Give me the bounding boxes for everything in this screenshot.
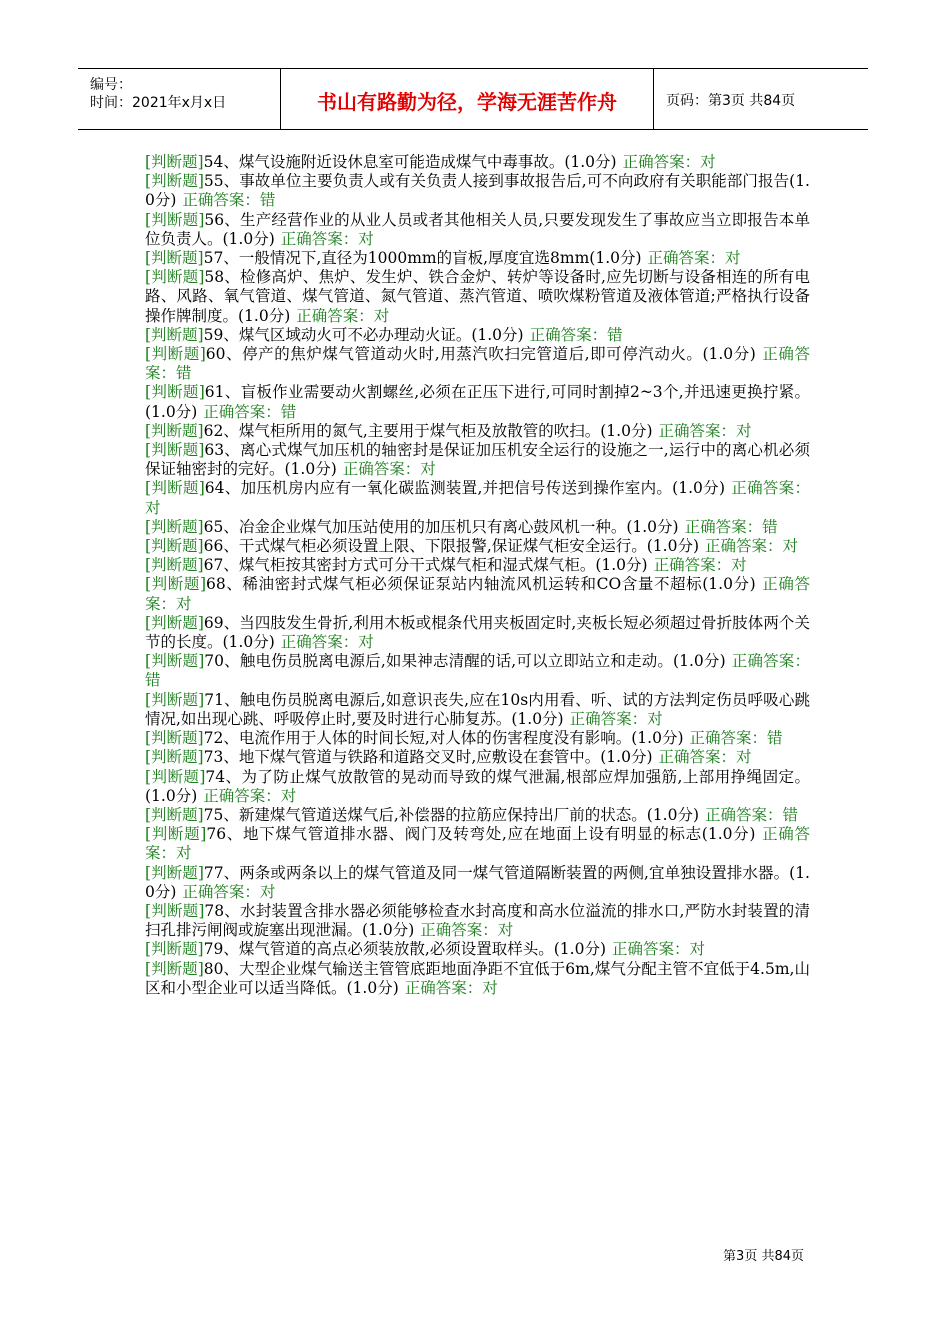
question-text: 74、为了防止煤气放散管的晃动而导致的煤气泄漏,根部应焊加强筋,上部用挣绳固定。(1.0分) <box>145 767 810 805</box>
question-answer: 正确答案：错 <box>203 402 297 421</box>
question-answer: 正确答案：对 <box>280 229 374 248</box>
question-type-tag: [判断题] <box>145 690 205 709</box>
question-text: 60、停产的焦炉煤气管道动火时,用蒸汽吹扫完管道后,即可停汽动火。(1.0分) <box>205 345 756 364</box>
header-slogan-cell <box>281 69 654 129</box>
question-text: 62、煤气柜所用的氮气,主要用于煤气柜及放散管的吹扫。(1.0分) <box>203 421 653 440</box>
question-item <box>145 806 810 825</box>
question-item <box>145 268 810 326</box>
question-text: 66、干式煤气柜必须设置上限、下限报警,保证煤气柜安全运行。(1.0分) <box>203 537 700 556</box>
question-item <box>145 960 810 998</box>
question-item <box>145 249 810 268</box>
question-text: 68、稀油密封式煤气柜必须保证泵站内轴流风机运转和CO含量不超标(1.0分) <box>206 575 756 594</box>
question-item <box>145 864 810 902</box>
question-type-tag: [判断题] <box>145 767 206 786</box>
question-type-tag: [判断题] <box>145 441 205 460</box>
question-type-tag: [判断题] <box>145 421 204 440</box>
question-text: 79、煤气管道的高点必须装放散,必须设置取样头。(1.0分) <box>203 940 607 959</box>
question-type-tag: [判断题] <box>145 383 205 402</box>
question-answer: 正确答案：对 <box>420 921 514 940</box>
question-item <box>145 211 810 249</box>
time-label: 时间：2021年x月x日 <box>90 95 227 111</box>
question-text: 76、地下煤气管道排水器、阀门及转弯处,应在地面上设有明显的标志(1.0分) <box>206 825 756 844</box>
question-item <box>145 345 810 383</box>
question-item <box>145 691 810 729</box>
question-text: 69、当四肢发生骨折,利用木板或棍条代用夹板固定时,夹板长短必须超过骨折肢体两个关节的长度。(1.0分) <box>145 613 810 652</box>
question-answer: 正确答案：对 <box>653 556 747 575</box>
page-footer: 第3页 共84页 <box>723 1249 804 1264</box>
question-type-tag: [判断题] <box>145 172 204 191</box>
question-text: 55、事故单位主要负责人或有关负责人接到事故报告后,可不向政府有关职能部门报告(1.0分) <box>145 172 810 210</box>
question-text: 65、冶金企业煤气加压站使用的加压机只有离心鼓风机一种。(1.0分) <box>203 517 679 536</box>
question-type-tag: [判断题] <box>145 249 204 268</box>
question-answer: 正确答案：对 <box>658 421 752 440</box>
question-type-tag: [判断题] <box>145 210 205 229</box>
question-answer: 正确答案：错 <box>145 652 810 690</box>
question-text: 78、水封装置含排水器必须能够检查水封高度和高水位溢流的排水口,严防水封装置的清扫孔排污闸阀或旋塞出现泄漏。(1.0分) <box>145 901 810 940</box>
question-answer: 正确答案：对 <box>622 153 716 171</box>
question-text: 58、检修高炉、焦炉、发生炉、铁合金炉、转炉等设备时,应先切断与设备相连的所有电路、风路、氧气管道、煤气管道、氮气管道、蒸汽管道、喷吹煤粉管道及液体管道;严格执行设备操作牌制度。(1.0分) <box>145 268 810 325</box>
question-text: 56、生产经营作业的从业人员或者其他相关人员,只要发现发生了事故应当立即报告本单位负责人。(1.0分) <box>145 210 810 248</box>
question-answer: 正确答案：对 <box>145 575 810 613</box>
question-type-tag: [判断题] <box>145 959 204 978</box>
question-text: 73、地下煤气管道与铁路和道路交叉时,应敷设在套管中。(1.0分) <box>203 748 653 767</box>
question-answer: 正确答案：错 <box>529 325 623 344</box>
question-item <box>145 940 810 959</box>
question-item <box>145 729 810 748</box>
question-type-tag: [判断题] <box>145 825 207 844</box>
question-answer: 正确答案：对 <box>342 460 436 479</box>
question-type-tag: [判断题] <box>145 940 204 959</box>
question-item <box>145 518 810 537</box>
question-answer: 正确答案：错 <box>145 345 810 383</box>
question-item <box>145 172 810 210</box>
question-item <box>145 441 810 479</box>
question-type-tag: [判断题] <box>145 479 205 498</box>
question-item <box>145 383 810 421</box>
question-type-tag: [判断题] <box>145 901 205 920</box>
question-text: 75、新建煤气管道送煤气后,补偿器的拉筋应保持出厂前的状态。(1.0分) <box>203 805 700 824</box>
question-item <box>145 153 810 172</box>
question-answer: 正确答案：对 <box>296 306 390 325</box>
question-text: 72、电流作用于人体的时间长短,对人体的伤害程度没有影响。(1.0分) <box>203 729 684 748</box>
question-answer: 正确答案：对 <box>647 249 741 268</box>
question-item <box>145 825 810 863</box>
question-type-tag: [判断题] <box>145 345 206 364</box>
question-item <box>145 614 810 652</box>
question-item <box>145 748 810 767</box>
question-type-tag: [判断题] <box>145 805 204 824</box>
question-type-tag: [判断题] <box>145 652 205 671</box>
question-type-tag: [判断题] <box>145 575 206 594</box>
question-type-tag: [判断题] <box>145 153 204 171</box>
question-list <box>145 153 810 998</box>
header-meta <box>78 69 281 129</box>
question-type-tag: [判断题] <box>145 729 204 748</box>
question-text: 80、大型企业煤气输送主管管底距地面净距不宜低于6m,煤气分配主管不宜低于4.5m,山区和小型企业可以适当降低。(1.0分) <box>145 959 810 997</box>
question-answer: 正确答案：对 <box>705 537 799 556</box>
number-label: 编号： <box>90 77 132 93</box>
question-text: 63、离心式煤气加压机的轴密封是保证加压机安全运行的设施之一,运行中的离心机必须保证轴密封的完好。(1.0分) <box>145 441 810 479</box>
question-answer: 正确答案：对 <box>145 825 810 863</box>
question-answer: 正确答案：对 <box>145 479 810 517</box>
question-answer: 正确答案：对 <box>280 633 374 652</box>
question-answer: 正确答案：对 <box>182 882 276 901</box>
question-answer: 正确答案：对 <box>404 978 498 997</box>
question-answer: 正确答案：对 <box>658 748 752 767</box>
question-type-tag: [判断题] <box>145 613 204 632</box>
question-type-tag: [判断题] <box>145 556 204 575</box>
question-answer: 正确答案：错 <box>705 805 799 824</box>
question-answer: 正确答案：对 <box>203 786 297 805</box>
question-answer: 正确答案：错 <box>684 517 778 536</box>
question-type-tag: [判断题] <box>145 863 204 882</box>
question-answer: 正确答案：错 <box>182 191 276 210</box>
question-text: 59、煤气区域动火可不必办理动火证。(1.0分) <box>203 325 524 344</box>
slogan: 书山有路勤为径，学海无涯苦作舟 <box>317 90 617 114</box>
question-text: 71、触电伤员脱离电源后,如意识丧失,应在10s内用看、听、试的方法判定伤员呼吸心跳情况,如出现心跳、呼吸停止时,要及时进行心肺复苏。(1.0分) <box>145 690 810 728</box>
question-text: 70、触电伤员脱离电源后,如果神志清醒的话,可以立即站立和走动。(1.0分) <box>204 652 726 671</box>
header-page-cell <box>654 69 868 129</box>
question-text: 57、一般情况下,直径为1000mm的盲板,厚度宜选8mm(1.0分) <box>203 249 642 268</box>
question-item <box>145 768 810 806</box>
question-item <box>145 326 810 345</box>
question-type-tag: [判断题] <box>145 517 204 536</box>
question-type-tag: [判断题] <box>145 325 204 344</box>
question-text: 61、盲板作业需要动火割螺丝,必须在正压下进行,可同时割掉2~3个,并迅速更换拧紧。(1.0分) <box>145 383 810 421</box>
question-text: 54、煤气设施附近设休息室可能造成煤气中毒事故。(1.0分) <box>203 153 617 171</box>
question-answer: 正确答案：错 <box>689 729 783 748</box>
question-answer: 正确答案：对 <box>612 940 706 959</box>
question-item <box>145 902 810 940</box>
question-text: 77、两条或两条以上的煤气管道及同一煤气管道隔断装置的两侧,宜单独设置排水器。(1.0分) <box>145 863 810 901</box>
page-header <box>78 68 868 130</box>
question-type-tag: [判断题] <box>145 268 205 287</box>
question-text: 67、煤气柜按其密封方式可分干式煤气柜和湿式煤气柜。(1.0分) <box>203 556 648 575</box>
question-item <box>145 652 810 690</box>
question-text: 64、加压机房内应有一氧化碳监测装置,并把信号传送到操作室内。(1.0分) <box>204 479 726 498</box>
question-item <box>145 556 810 575</box>
question-item <box>145 479 810 517</box>
question-item <box>145 422 810 441</box>
question-item <box>145 537 810 556</box>
question-type-tag: [判断题] <box>145 537 204 556</box>
question-item <box>145 575 810 613</box>
question-type-tag: [判断题] <box>145 748 204 767</box>
page-label: 页码：第3页 共84页 <box>666 93 796 109</box>
question-answer: 正确答案：对 <box>569 709 663 728</box>
